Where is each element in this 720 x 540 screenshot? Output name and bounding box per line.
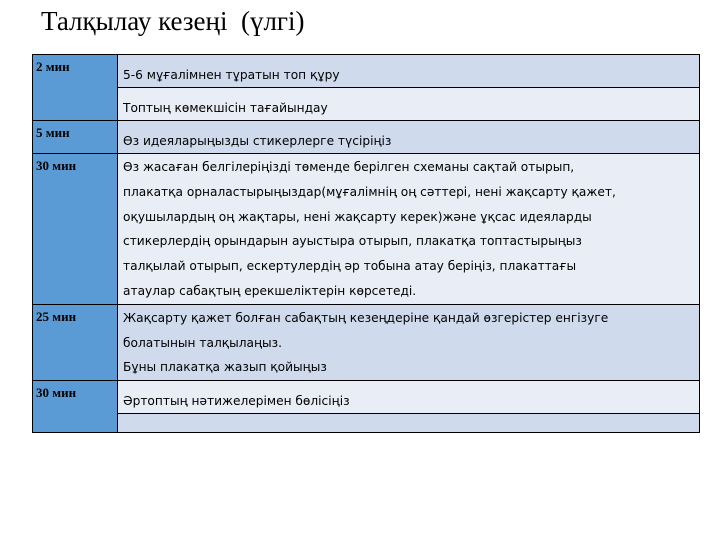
step-text: Өз идеяларыңызды стикерлерге түсіріңіз bbox=[123, 134, 392, 148]
time-cell: 30 мин bbox=[33, 154, 118, 305]
slide-title: Талқылау кезеңі (үлгі) bbox=[41, 6, 305, 36]
step-cell bbox=[118, 121, 700, 154]
time-cell: 30 мин bbox=[33, 381, 118, 433]
time-cell: 25 мин bbox=[33, 304, 118, 380]
step-text: 5-6 мұғалімнен тұратын топ құру bbox=[123, 68, 340, 82]
discussion-plan-table bbox=[32, 54, 700, 433]
time-cell: 2 мин bbox=[33, 55, 118, 121]
table-row bbox=[33, 121, 700, 154]
table-row bbox=[33, 154, 700, 305]
step-text: Әртоптың нәтижелерімен бөлісіңіз bbox=[123, 394, 350, 409]
table-row bbox=[33, 304, 700, 380]
step-cell bbox=[118, 381, 700, 414]
step-cell bbox=[118, 154, 700, 305]
time-cell: 5 мин bbox=[33, 121, 118, 154]
step-text-line: стикерлердің орындарын ауыстыра отырып, плакатқа топтастырыңыз bbox=[123, 234, 582, 249]
step-cell bbox=[118, 55, 700, 88]
step-text-line: оқушылардың оң жақтары, нені жақсарту керек)және ұқсас идеяларды bbox=[123, 209, 592, 224]
step-text-line: атаулар сабақтың ерекшеліктерін көрсетеді. bbox=[123, 283, 417, 298]
step-text-line: Жақсарту қажет болған сабақтың кезеңдеріне қандай өзгерістер енгізуге bbox=[123, 310, 609, 325]
step-text-line: болатынын талқылаңыз. bbox=[123, 335, 283, 350]
step-text-line: плакатқа орналастырыңыздар(мұғалімнің оң сәттері, нені жақсарту қажет, bbox=[123, 184, 616, 199]
step-text: Топтың көмекшісін тағайындау bbox=[123, 101, 328, 115]
step-cell-empty bbox=[118, 414, 700, 433]
table-row bbox=[33, 88, 700, 121]
step-text-line: Бұны плакатқа жазып қойыңыз bbox=[123, 360, 327, 375]
step-text-line: Өз жасаған белгілеріңізді төменде берілген схеманы сақтай отырып, bbox=[123, 160, 575, 174]
step-text-line: талқылай отырып, ескертулердің әр тобына атау беріңіз, плакаттағы bbox=[123, 259, 577, 274]
step-cell bbox=[118, 88, 700, 121]
table-row bbox=[33, 381, 700, 414]
step-cell bbox=[118, 304, 700, 380]
table-row bbox=[33, 414, 700, 433]
table-row bbox=[33, 55, 700, 88]
